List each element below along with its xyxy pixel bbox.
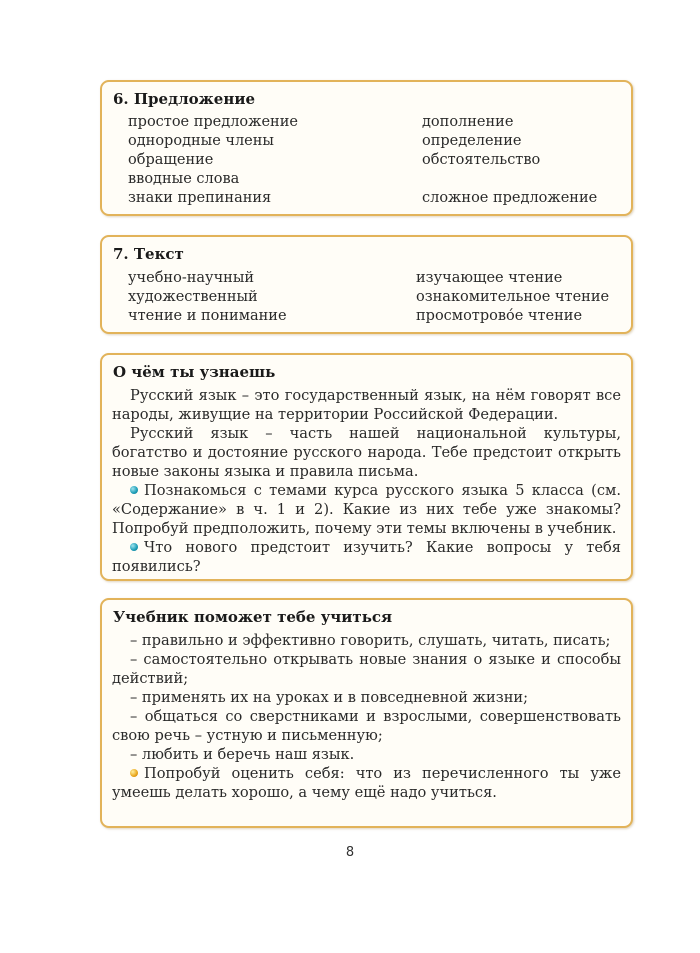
term: ознакомительное чтение [416, 289, 610, 305]
term: учебно-научный [128, 270, 255, 286]
list-item: – правильно и эффективно говорить, слушать, читать, писать; [130, 632, 611, 649]
section-7-box [100, 235, 633, 334]
blue-bullet-icon [130, 543, 138, 551]
list-item: – самостоятельно открывать новые знания о языке и способы действий; [112, 651, 621, 687]
term: знаки препинания [128, 190, 272, 206]
learn-body [112, 386, 621, 576]
term [422, 170, 597, 189]
term: обращение [128, 152, 214, 168]
term: изучающее чтение [416, 270, 563, 286]
term: чтение и понимание [128, 308, 287, 324]
section-6-left-column [128, 113, 298, 208]
orange-bullet-icon [130, 769, 138, 777]
helps-body [112, 631, 621, 802]
blue-bullet-icon [130, 486, 138, 494]
learn-title: О чём ты узнаешь [113, 363, 276, 381]
task-item: Что нового предстоит изучить? Какие вопросы у тебя появились? [112, 539, 621, 575]
task-item: Познакомься с темами курса русского языка 5 класса (см. «Содержание» в ч. 1 и 2). Какие из них тебе уже знакомы? Попробуй предположить, почему эти темы включены в учебник. [112, 482, 621, 537]
term: просмотрово́е чтение [416, 308, 583, 324]
list-item: – любить и беречь наш язык. [130, 746, 355, 763]
term: художественный [128, 289, 258, 305]
term: определение [422, 133, 522, 149]
section-7-title: 7. Текст [113, 245, 184, 263]
term: однородные члены [128, 133, 274, 149]
term: сложное предложение [422, 190, 598, 206]
section-6-right-column [422, 113, 597, 208]
term: вводные слова [128, 171, 240, 187]
section-6-title: 6. Предложение [113, 90, 255, 108]
section-6-box [100, 80, 633, 216]
paragraph: Русский язык – это государственный язык, на нём говорят все народы, живущие на территории Российской Федерации. [112, 387, 621, 423]
term: дополнение [422, 114, 514, 130]
paragraph: Русский язык – часть нашей национальной культуры, богатство и достояние русского народа. Тебе предстоит открыть новые законы языка и правила письма. [112, 425, 621, 480]
term: простое предложение [128, 114, 298, 130]
page-number: 8 [345, 845, 355, 860]
helps-title: Учебник поможет тебе учиться [113, 608, 393, 626]
section-7-right-column [416, 269, 609, 326]
list-item: – общаться со сверстниками и взрослыми, совершенствовать свою речь – устную и письменную; [112, 708, 621, 744]
learn-box [100, 353, 633, 581]
term: обстоятельство [422, 152, 541, 168]
list-item: – применять их на уроках и в повседневной жизни; [130, 689, 529, 706]
helps-box [100, 598, 633, 828]
section-7-left-column [128, 269, 287, 326]
task-item: Попробуй оценить себя: что из перечисленного ты уже умеешь делать хорошо, а чему ещё надо учиться. [112, 765, 621, 801]
